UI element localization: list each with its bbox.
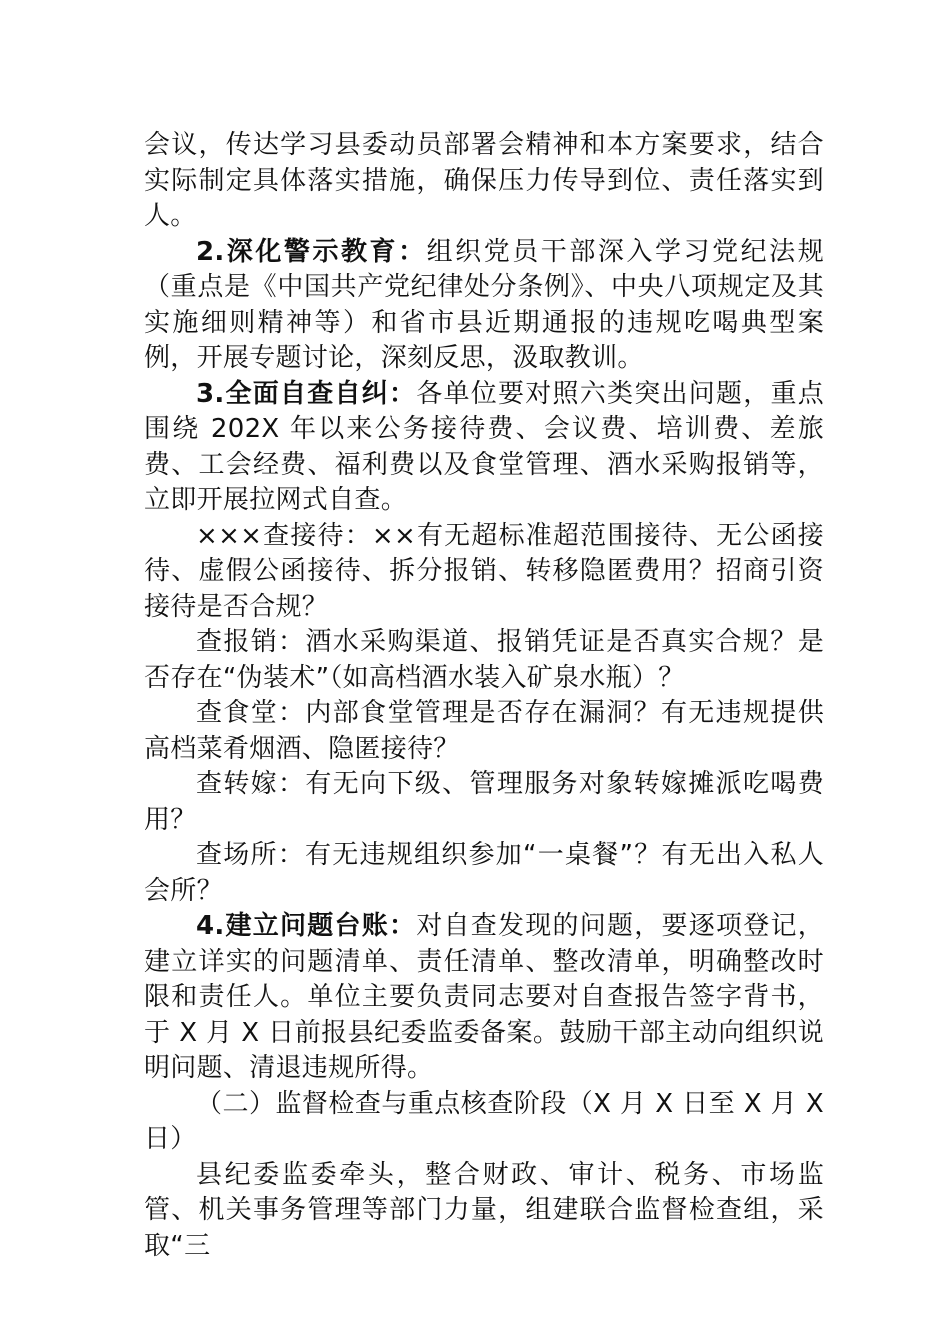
paragraph-2 bbox=[144, 235, 824, 377]
paragraph-5-text: 查报销：酒水采购渠道、报销凭证是否真实合规？是否存在“伪装术”（如高档酒水装入矿泉水瓶）？ bbox=[144, 627, 824, 693]
paragraph-5 bbox=[144, 625, 824, 696]
paragraph-2-text: 组织党员干部深入学习党纪法规（重点是《中国共产党纪律处分条例》、中央八项规定及其实施细则精神等）和省市县近期通报的违规吃喝典型案例，开展专题讨论，深刻反思，汲取教训。 bbox=[144, 236, 824, 373]
paragraph-1 bbox=[144, 128, 824, 235]
paragraph-4-text: ×××查接待：××有无超标准超范围接待、无公函接待、虚假公函接待、拆分报销、转移隐匿费用？招商引资接待是否合规？ bbox=[144, 520, 824, 622]
paragraph-9 bbox=[144, 909, 824, 1087]
paragraph-2-heading: 2.深化警示教育： bbox=[196, 236, 427, 267]
paragraph-3 bbox=[144, 377, 824, 519]
paragraph-3-text: 各单位要对照六类突出问题，重点围绕 202X 年以来公务接待费、会议费、培训费、差旅费、工会经费、福利费以及食堂管理、酒水采购报销等，立即开展拉网式自查。 bbox=[144, 378, 824, 515]
paragraph-9-text: 对自查发现的问题，要逐项登记，建立详实的问题清单、责任清单、整改清单，明确整改时限和责任人。单位主要负责同志要对自查报告签字背书，于 X 月 X 日前报县纪委监委备案。鼓励干部主动向组织说明问题、清退违规所得。 bbox=[144, 911, 824, 1083]
paragraph-9-heading: 4.建立问题台账： bbox=[196, 911, 417, 941]
paragraph-8-text: 查场所：有无违规组织参加“一桌餐”？有无出入私人会所？ bbox=[144, 840, 824, 906]
paragraph-11 bbox=[144, 1158, 824, 1265]
paragraph-8 bbox=[144, 838, 824, 909]
paragraph-11-text: 县纪委监委牵头，整合财政、审计、税务、市场监管、机关事务管理等部门力量，组建联合监督检查组，采取“三 bbox=[144, 1159, 824, 1261]
section-heading bbox=[144, 1087, 833, 1158]
document-body bbox=[144, 128, 833, 1264]
paragraph-1-text: 会议，传达学习县委动员部署会精神和本方案要求，结合实际制定具体落实措施，确保压力传导到位、责任落实到人。 bbox=[144, 130, 824, 231]
paragraph-6-text: 查食堂：内部食堂管理是否存在漏洞？有无违规提供高档菜肴烟酒、隐匿接待？ bbox=[144, 698, 824, 764]
paragraph-6 bbox=[144, 696, 824, 767]
paragraph-4 bbox=[144, 519, 824, 626]
section-heading-text: （二）监督检查与重点核查阶段（X 月 X 日至 X 月 X 日） bbox=[144, 1088, 833, 1154]
paragraph-3-heading: 3.全面自查自纠： bbox=[196, 378, 417, 409]
paragraph-7 bbox=[144, 767, 824, 838]
paragraph-7-text: 查转嫁：有无向下级、管理服务对象转嫁摊派吃喝费用？ bbox=[144, 769, 824, 835]
